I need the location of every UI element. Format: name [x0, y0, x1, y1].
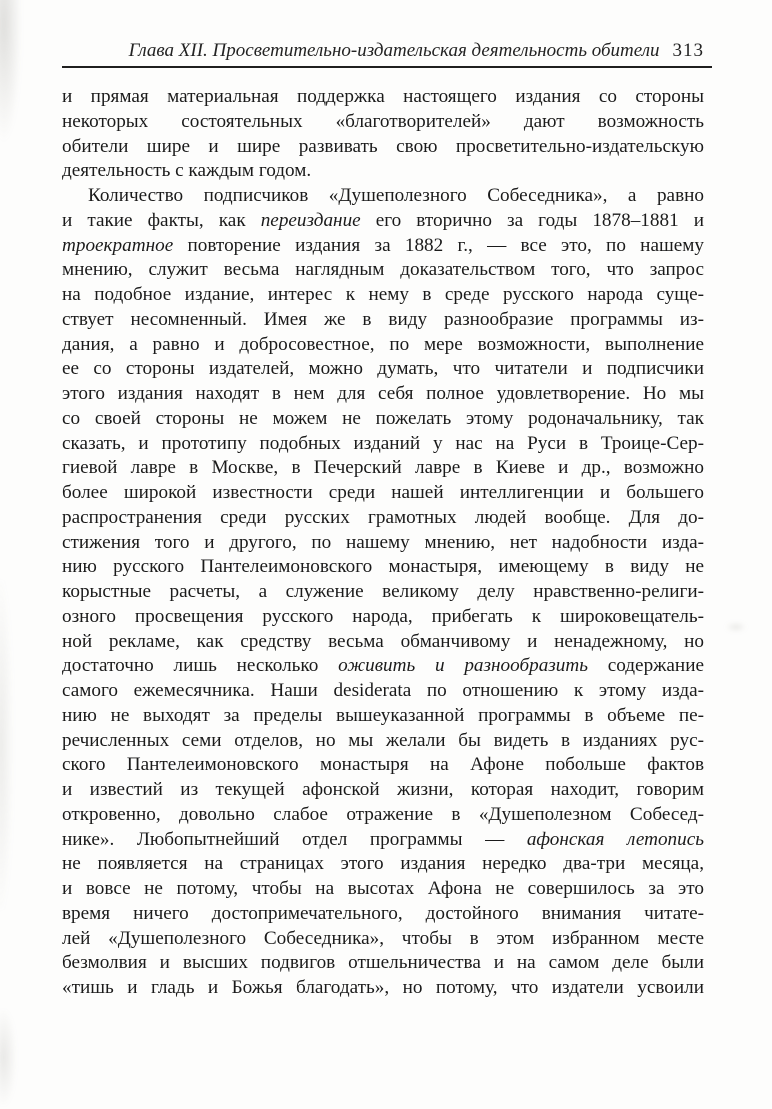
- text-segment: и известий из текущей афонской жизни, которая находит, говорим: [62, 779, 704, 800]
- text-segment: его вторично за годы 1878–1881 и: [360, 209, 704, 231]
- text-segment-italic: переиздание: [260, 209, 361, 231]
- scan-artifact: [0, 0, 22, 144]
- text-segment: распространения среди русских грамотных людей вообще. Для до-: [62, 506, 704, 528]
- text-line: [62, 357, 704, 382]
- text-line: [62, 531, 704, 556]
- text-segment: речисленных семи отделов, но мы желали бы видеть в изданиях рус-: [62, 729, 704, 751]
- text-segment: нию русского Пантелеимоновского монастыря, имеющему в виду не: [62, 556, 704, 578]
- text-line: [62, 877, 704, 902]
- text-line: [62, 159, 704, 184]
- text-line: [62, 778, 704, 803]
- running-head-title: Глава XII. Просветительно-издательская деятельность обители: [128, 40, 660, 61]
- text-line: [62, 828, 704, 853]
- text-line: [62, 135, 704, 160]
- text-line: [62, 654, 704, 679]
- text-segment: достаточно лишь несколько: [62, 655, 339, 677]
- text-segment: деятельность с каждым годом.: [62, 160, 312, 182]
- text-line: [62, 927, 704, 952]
- text-segment: стижения того и другого, по нашему мнению, нет надобности изда-: [62, 531, 704, 553]
- text-line: [62, 679, 704, 704]
- text-segment: ского Пантелеимоновского монастыря на Афоне побольше фактов: [62, 754, 704, 776]
- text-line: [62, 283, 704, 308]
- text-segment: нике». Любопытнейший отдел программы —: [62, 828, 527, 850]
- text-line: [62, 580, 704, 605]
- text-segment: дания, а равно и добросовестное, по мере возможности, выполнение: [62, 333, 704, 355]
- text-line: [62, 852, 704, 877]
- text-segment: безмолвия и высших подвигов отшельничества и на самом деле были: [62, 952, 704, 974]
- text-segment: и такие факты, как: [62, 209, 261, 231]
- text-line: [62, 729, 704, 754]
- text-segment: некоторых состоятельных «благотворителей» дают возможность: [62, 110, 704, 132]
- header-rule: [62, 66, 712, 68]
- text-line: [62, 481, 704, 506]
- text-line: [62, 506, 704, 531]
- text-segment: этого издания находят в нем для себя полное удовлетворение. Но мы: [62, 383, 704, 404]
- text-line: [62, 902, 704, 927]
- text-line: [62, 976, 704, 1001]
- text-segment: и прямая материальная поддержка настоящего издания со стороны: [62, 86, 704, 107]
- scan-artifact: [0, 1010, 16, 1105]
- text-segment: на подобное издание, интерес к нему в среде русского народа суще-: [62, 284, 704, 305]
- text-line: [62, 308, 704, 333]
- text-segment-italic: оживить и разнообразить: [338, 655, 588, 677]
- text-line: [62, 432, 704, 457]
- text-segment-italic: афонская летопись: [526, 828, 704, 850]
- text-line: [62, 555, 704, 580]
- text-line: [62, 333, 704, 358]
- text-line: [62, 382, 704, 407]
- text-line: [62, 258, 704, 283]
- text-line: [62, 456, 704, 481]
- text-segment: нию не выходят за пределы вышеуказанной программы в объеме пе-: [62, 704, 704, 726]
- text-line: [62, 184, 704, 209]
- text-line: [62, 803, 704, 828]
- text-segment: ее со стороны издателей, можно думать, что читатели и подписчики: [62, 358, 704, 380]
- text-segment: содержание: [587, 655, 704, 677]
- text-segment: обители шире и шире развивать свою просветительно-издательскую: [62, 135, 704, 157]
- text-line: [62, 85, 704, 110]
- text-line: [62, 209, 704, 234]
- running-head: [62, 40, 704, 62]
- text-line: [62, 605, 704, 630]
- text-line: [62, 234, 704, 259]
- text-segment: откровенно, довольно слабое отражение в «Душеполезном Собесед-: [62, 803, 704, 825]
- text-line: [62, 704, 704, 729]
- scan-artifact: [726, 622, 746, 632]
- text-segment: гиевой лавре в Москве, в Печерский лавре в Киеве и др., возможно: [62, 457, 704, 479]
- text-segment: лей «Душеполезного Собеседника», чтобы в этом избранном месте: [62, 927, 704, 949]
- text-segment: Количество подписчиков «Душеполезного Собеседника», а равно: [88, 185, 704, 206]
- text-segment: ствует несомненный. Имея же в виду разнообразие программы из-: [62, 308, 704, 330]
- text-segment: время ничего достопримечательного, достойного внимания читате-: [62, 902, 704, 924]
- text-line: [62, 110, 704, 135]
- text-line: [62, 753, 704, 778]
- text-line: [62, 951, 704, 976]
- text-segment: со своей стороны не можем не пожелать этому родоначальнику, так: [62, 407, 704, 429]
- text-segment: мнению, служит весьма наглядным доказательством того, что запрос: [62, 259, 704, 281]
- text-segment: ной рекламе, как средству весьма обманчивому и ненадежному, но: [62, 630, 704, 652]
- text-segment: более широкой известности среди нашей интеллигенции и большего: [62, 482, 704, 503]
- text-segment: озного просвещения русского народа, прибегать к широковещатель-: [62, 605, 704, 627]
- text-segment: корыстные расчеты, а служение великому делу нравственно-религи-: [62, 581, 704, 602]
- scan-artifact: [0, 580, 13, 910]
- text-segment: не появляется на страницах этого издания нередко два-три месяца,: [62, 853, 704, 875]
- text-segment: повторение издания за 1882 г., — все это, по нашему: [173, 234, 704, 256]
- text-segment: и вовсе не потому, чтобы на высотах Афона не совершилось за это: [62, 878, 704, 899]
- page-body: [62, 85, 704, 1001]
- text-line: [62, 407, 704, 432]
- page-number: 313: [672, 40, 704, 61]
- text-line: [62, 630, 704, 655]
- text-segment: сказать, и прототипу подобных изданий у нас на Руси в Троице-Сер-: [62, 432, 704, 454]
- text-segment: «тишь и гладь и Божья благодать», но потому, что издатели усвоили: [62, 977, 704, 998]
- text-segment: самого ежемесячника. Наши desiderata по отношению к этому изда-: [62, 680, 704, 701]
- text-segment-italic: троекратное: [62, 234, 174, 256]
